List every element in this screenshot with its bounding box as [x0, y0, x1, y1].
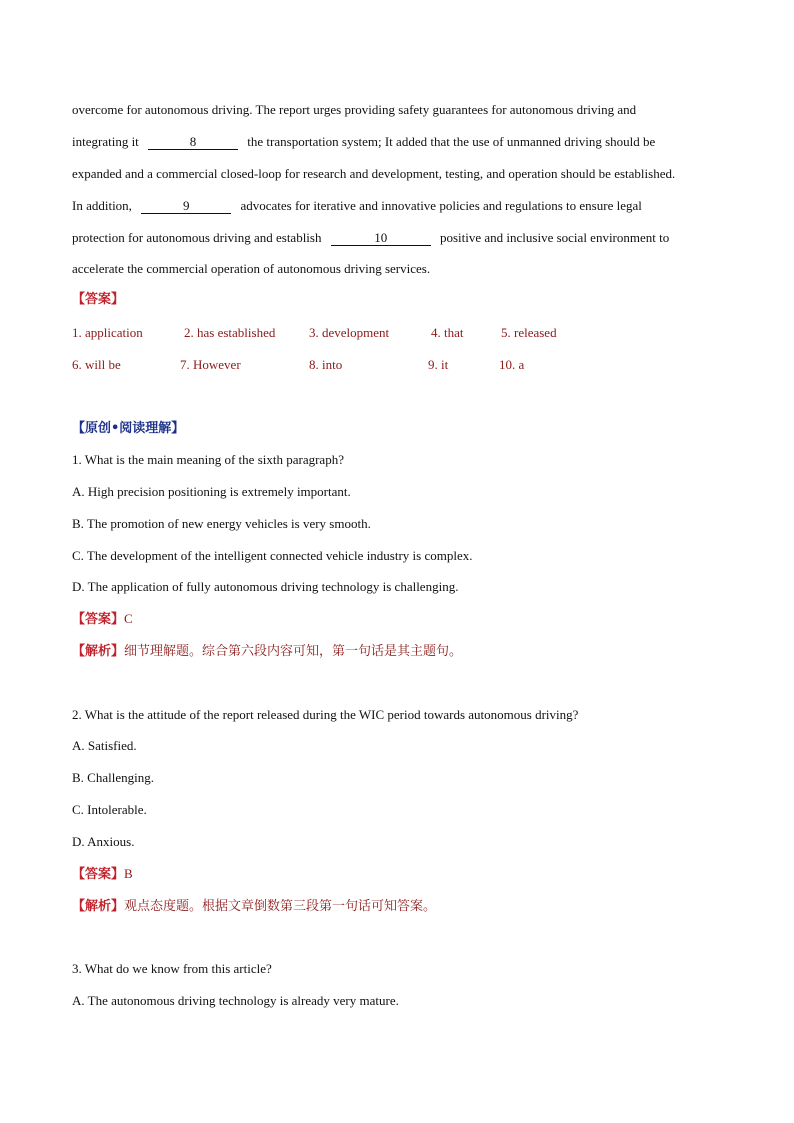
question-2-option-a: A. Satisfied. [72, 738, 137, 753]
reading-section-title: 【原创•阅读理解】 [72, 421, 185, 436]
cloze-answer-4: 4. that [431, 325, 464, 340]
question-2-option-b: B. Challenging. [72, 770, 154, 785]
blank-8: 8 [148, 135, 238, 150]
question-2-answer-value: B [124, 866, 133, 881]
question-2-analysis [72, 898, 436, 915]
passage-line-3: expanded and a commercial closed-loop for research and development, testing, and operation should be established. [72, 166, 676, 181]
question-3-stem: 3. What do we know from this article? [72, 961, 272, 976]
question-2-analysis-tag: 【解析】 [72, 899, 125, 914]
cloze-answer-10: 10. a [499, 357, 525, 372]
passage-line-1: overcome for autonomous driving. The report urges providing safety guarantees for autonomous driving and [72, 102, 637, 117]
passage-line-2 [72, 134, 655, 150]
question-2-answer [72, 866, 133, 883]
question-2-stem: 2. What is the attitude of the report released during the WIC period towards autonomous driving? [72, 707, 579, 722]
question-1-option-c: C. The development of the intelligent connected vehicle industry is complex. [72, 548, 473, 563]
cloze-answer-7: 7. However [180, 357, 241, 372]
cloze-answer-1: 1. application [72, 325, 143, 340]
passage-line-4-pre: In addition, [72, 198, 132, 213]
question-1-answer-value: C [124, 611, 133, 626]
blank-10: 10 [331, 231, 431, 246]
question-1-stem: 1. What is the main meaning of the sixth paragraph? [72, 452, 344, 467]
cloze-answer-9: 9. it [428, 357, 449, 372]
question-1-option-b: B. The promotion of new energy vehicles is very smooth. [72, 516, 371, 531]
passage-line-2-pre: integrating it [72, 134, 139, 149]
question-1-option-a: A. High precision positioning is extremely important. [72, 484, 351, 499]
question-3-option-a: A. The autonomous driving technology is already very mature. [72, 993, 399, 1008]
cloze-answer-2: 2. has established [184, 325, 276, 340]
question-2-answer-tag: 【答案】 [72, 867, 125, 882]
passage-line-2-post: the transportation system; It added that the use of unmanned driving should be [247, 134, 656, 149]
cloze-answer-8: 8. into [309, 357, 343, 372]
question-1-answer-tag: 【答案】 [72, 612, 125, 627]
passage-line-4-post: advocates for iterative and innovative policies and regulations to ensure legal [240, 198, 642, 213]
passage-line-5-post: positive and inclusive social environment to [439, 230, 670, 245]
question-2-option-c: C. Intolerable. [72, 802, 147, 817]
question-2-option-d: D. Anxious. [72, 834, 135, 849]
cloze-answer-5: 5. released [501, 325, 557, 340]
answer-heading: 【答案】 [72, 292, 125, 307]
passage-line-5-pre: protection for autonomous driving and establish [72, 230, 322, 245]
question-1-answer [72, 611, 133, 628]
blank-9: 9 [141, 199, 231, 214]
question-1-analysis-text: 细节理解题。综合第六段内容可知，第一句话是其主题句。 [124, 644, 463, 659]
passage-line-6: accelerate the commercial operation of autonomous driving services. [72, 261, 431, 276]
passage-line-4 [72, 198, 642, 214]
cloze-answer-6: 6. will be [72, 357, 121, 372]
cloze-answer-3: 3. development [309, 325, 390, 340]
question-1-analysis [72, 643, 462, 660]
passage-line-5 [72, 230, 669, 246]
question-1-analysis-tag: 【解析】 [72, 644, 125, 659]
question-1-option-d: D. The application of fully autonomous driving technology is challenging. [72, 579, 459, 594]
question-2-analysis-text: 观点态度题。根据文章倒数第三段第一句话可知答案。 [124, 899, 437, 914]
